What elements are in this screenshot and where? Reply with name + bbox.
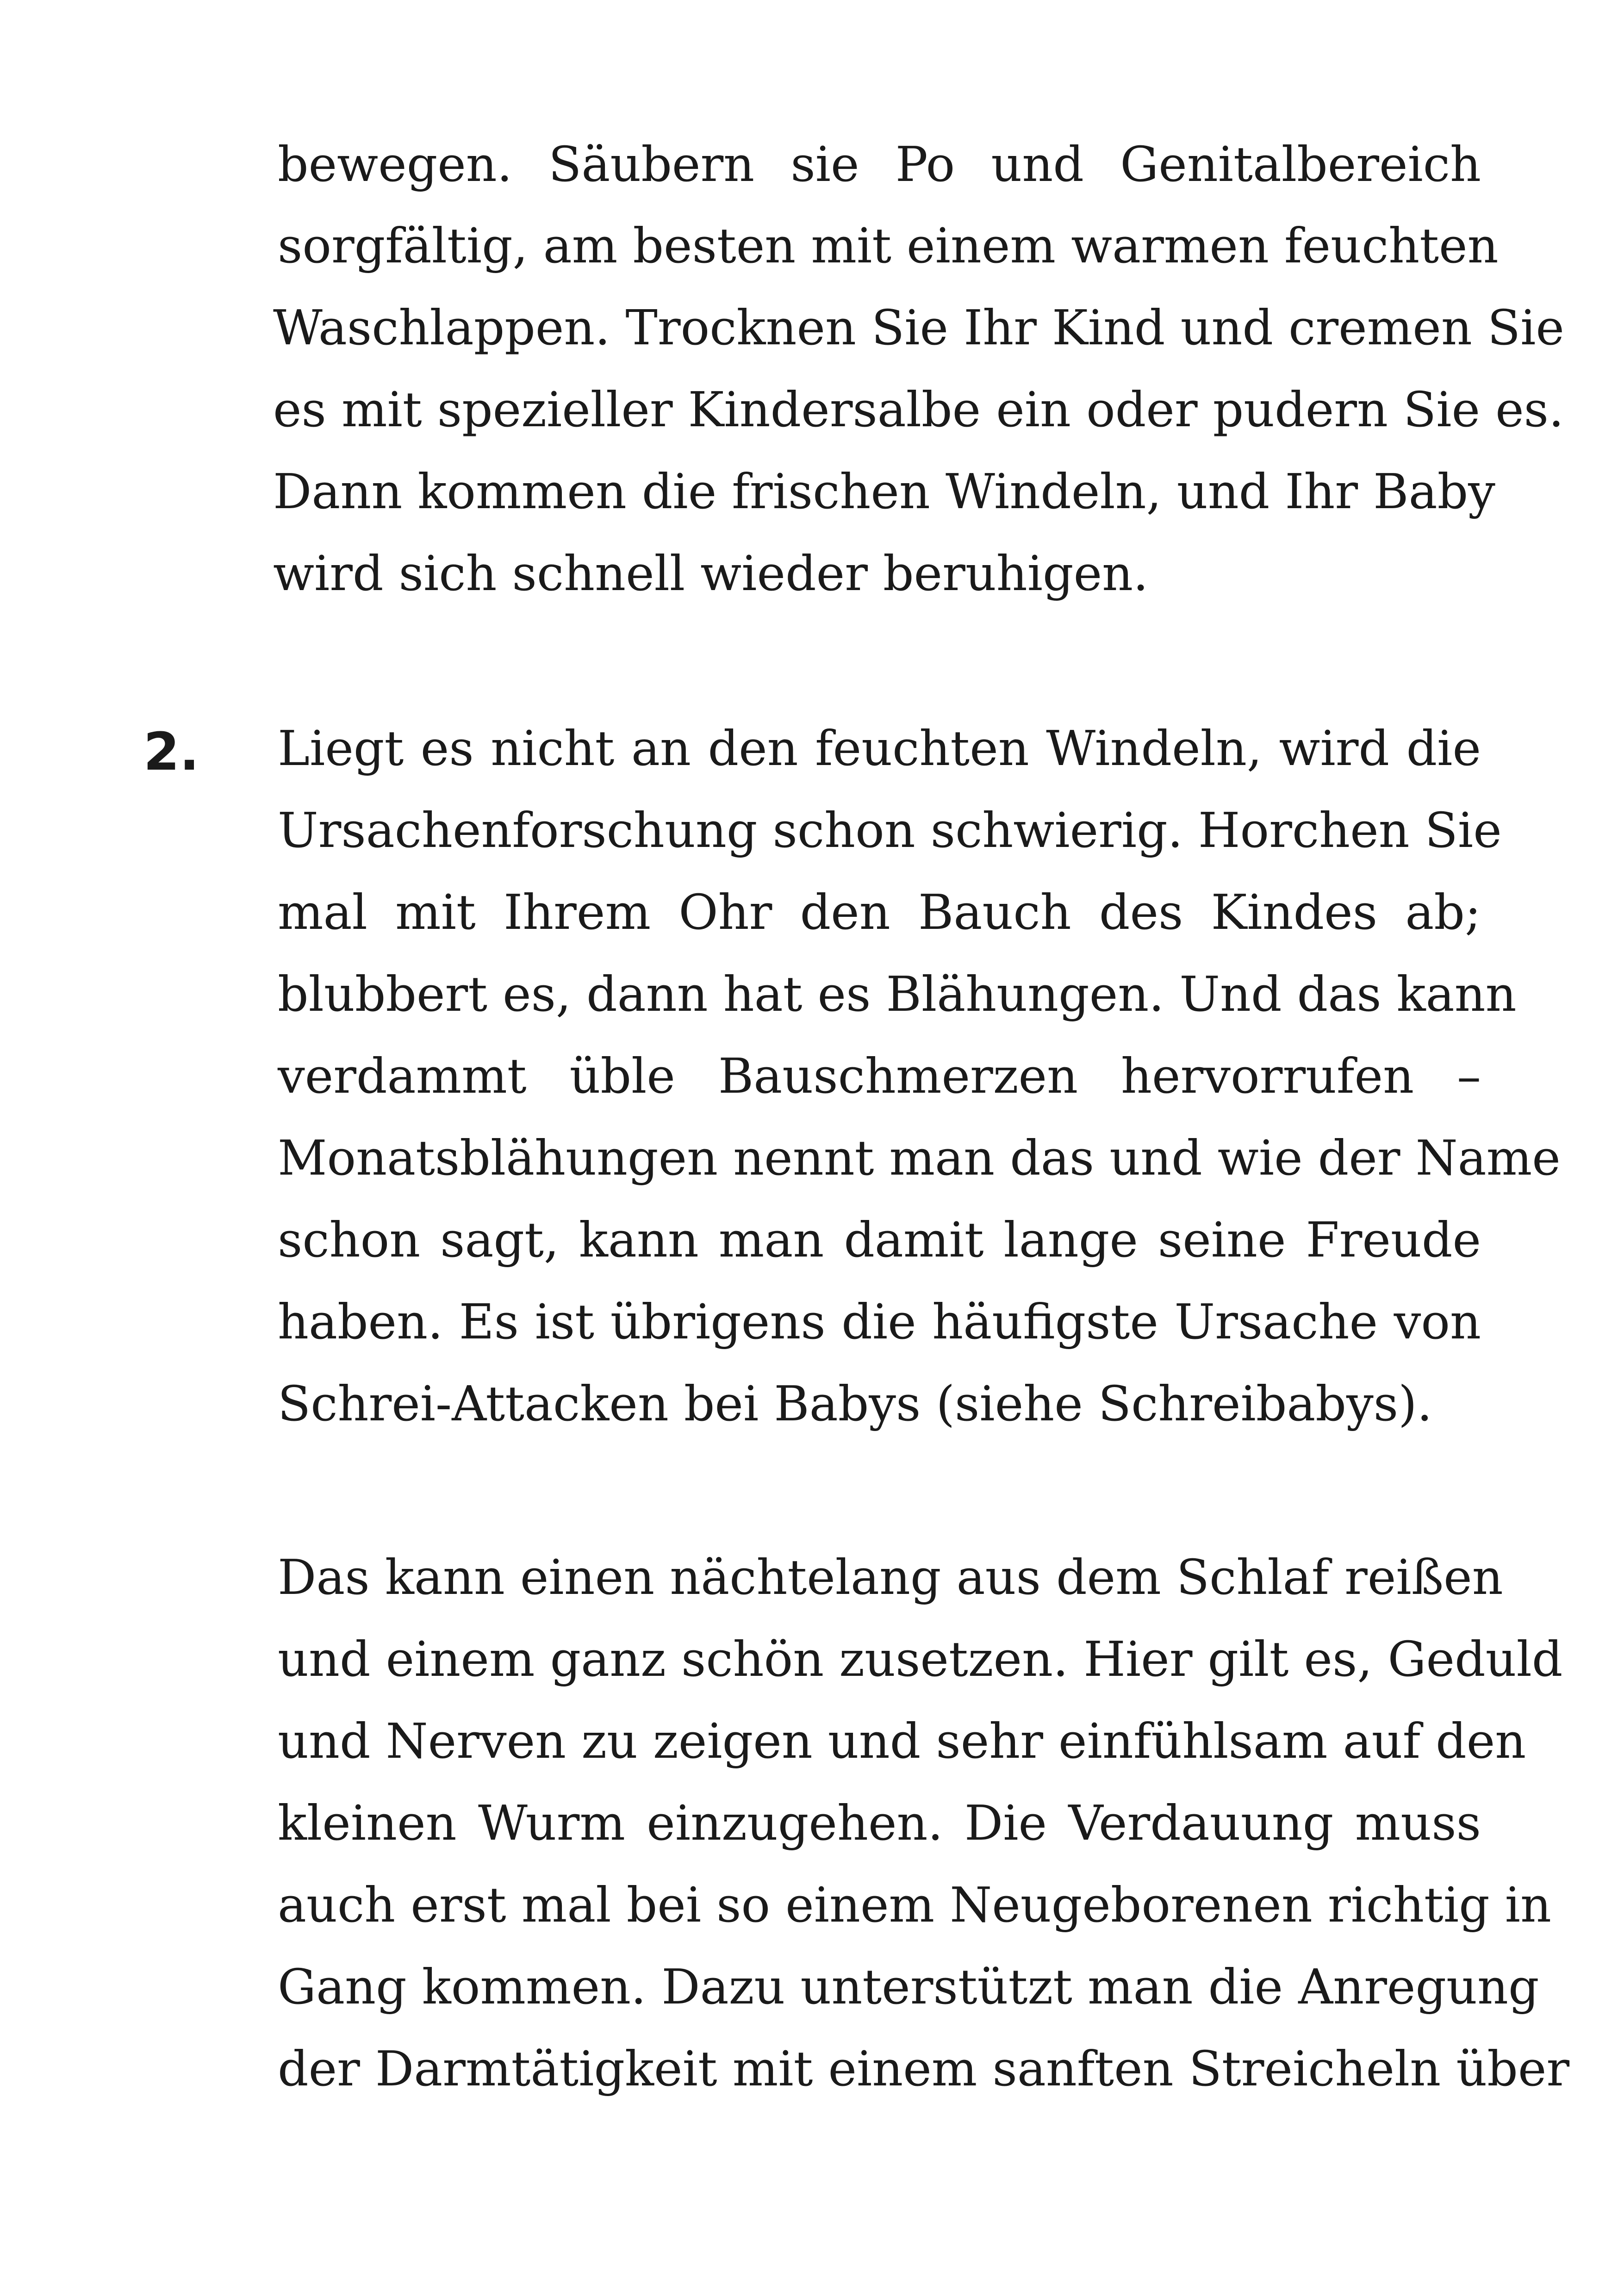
text-line: und Nerven zu zeigen und sehr einfühlsam auf den bbox=[278, 1713, 1526, 1769]
text-line: kleinen Wurm einzugehen. Die Verdauung muss bbox=[278, 1795, 1481, 1851]
text-line: auch erst mal bei so einem Neugeborenen richtig in bbox=[278, 1877, 1551, 1933]
text-line: bewegen. Säubern sie Po und Genitalbereich bbox=[278, 136, 1481, 193]
text-line: blubbert es, dann hat es Blähungen. Und das kann bbox=[278, 966, 1517, 1022]
text-line: verdammt üble Bauschmerzen hervorrufen – bbox=[278, 1048, 1481, 1104]
text-line: sorgfältig, am besten mit einem warmen feuchten bbox=[278, 218, 1499, 274]
list-item-number: 2. bbox=[143, 722, 199, 782]
text-line: Gang kommen. Dazu unterstützt man die Anregung bbox=[278, 1959, 1539, 2015]
text-line: Schrei-Attacken bei Babys (siehe Schreibabys). bbox=[278, 1375, 1432, 1432]
text-line: Dann kommen die frischen Windeln, und Ihr Baby bbox=[273, 463, 1495, 520]
text-line: schon sagt, kann man damit lange seine Freude bbox=[278, 1212, 1481, 1268]
text-line: mal mit Ihrem Ohr den Bauch des Kindes ab; bbox=[278, 884, 1481, 940]
text-line: der Darmtätigkeit mit einem sanften Streicheln über bbox=[278, 2041, 1570, 2097]
text-line: Das kann einen nächtelang aus dem Schlaf reißen bbox=[278, 1549, 1503, 1605]
text-line: Liegt es nicht an den feuchten Windeln, wird die bbox=[278, 720, 1481, 777]
text-line: wird sich schnell wieder beruhigen. bbox=[273, 545, 1149, 602]
text-line: Monatsblähungen nennt man das und wie der Name bbox=[278, 1130, 1561, 1186]
text-line: und einem ganz schön zusetzen. Hier gilt es, Geduld bbox=[278, 1631, 1563, 1687]
text-line: haben. Es ist übrigens die häufigste Ursache von bbox=[278, 1294, 1481, 1350]
text-line: Waschlappen. Trocknen Sie Ihr Kind und cremen Sie bbox=[273, 299, 1564, 356]
text-line: Ursachenforschung schon schwierig. Horchen Sie bbox=[278, 802, 1502, 859]
text-line: es mit spezieller Kindersalbe ein oder pudern Sie es. bbox=[273, 381, 1564, 438]
